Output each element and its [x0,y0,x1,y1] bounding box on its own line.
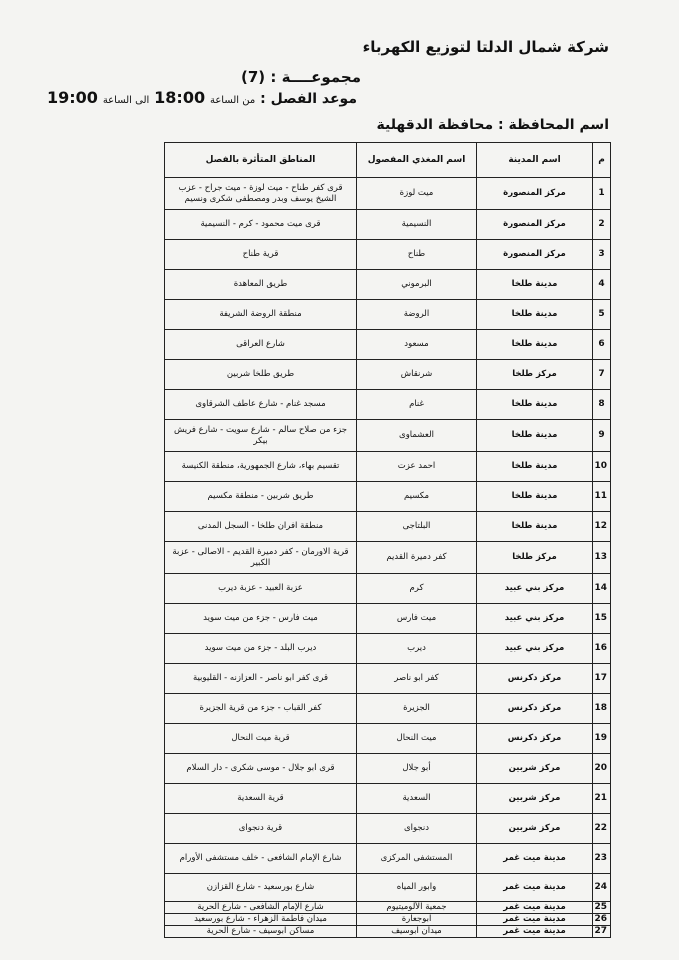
table-row [165,784,611,814]
areas-cell: قرية الاورمان - كفر دميرة القديم - الاصالى - عزبة الكبير [165,542,357,574]
from-time: 18:00 [154,88,206,107]
areas-cell: شارع الإمام الشافعى - شارع الحرية [165,902,357,914]
city-cell: مدينة طلخا [477,512,593,542]
table-row [165,634,611,664]
row-number: 25 [593,902,611,914]
table-row [165,178,611,210]
table-body [165,178,611,938]
table-row [165,360,611,390]
feeder-cell: كفر ابو ناصر [357,664,477,694]
table-row [165,240,611,270]
row-number: 7 [593,360,611,390]
table-header-row [165,143,611,178]
city-cell: مركز طلخا [477,542,593,574]
city-cell: مدينة ميت غمر [477,844,593,874]
from-label: من الساعة [209,95,256,106]
table-row [165,664,611,694]
feeder-cell: ميت فارس [357,604,477,634]
table-row [165,874,611,902]
city-cell: مركز دكرنس [477,664,593,694]
table-row [165,270,611,300]
table-row [165,542,611,574]
feeder-cell: البلتاجى [357,512,477,542]
table-row [165,420,611,452]
table-row [165,814,611,844]
feeder-cell: طناح [357,240,477,270]
row-number: 4 [593,270,611,300]
feeder-cell: غنام [357,390,477,420]
table-row [165,574,611,604]
feeder-cell: الجزيرة [357,694,477,724]
row-number: 10 [593,452,611,482]
feeder-cell: كفر دميرة القديم [357,542,477,574]
feeder-cell: احمد عزت [357,452,477,482]
row-number: 13 [593,542,611,574]
feeder-cell: ديرب [357,634,477,664]
table-row [165,390,611,420]
feeder-cell: مكسيم [357,482,477,512]
row-number: 12 [593,512,611,542]
row-number: 27 [593,926,611,938]
table-row [165,902,611,914]
city-cell: مدينة طلخا [477,300,593,330]
city-cell: مدينة طلخا [477,420,593,452]
areas-cell: قرية دنجواى [165,814,357,844]
column-header-number: م [593,143,611,178]
feeder-cell: شرنقاش [357,360,477,390]
areas-cell: طريق طلخا شربين [165,360,357,390]
city-cell: مدينة ميت غمر [477,926,593,938]
governorate-title: اسم المحافظة : محافظة الدقهلية [376,117,609,133]
outage-table [164,142,611,938]
areas-cell: مسجد غنام - شارع عاطف الشرقاوى [165,390,357,420]
feeder-cell: أبو جلال [357,754,477,784]
row-number: 15 [593,604,611,634]
feeder-cell: مسعود [357,330,477,360]
feeder-cell: كرم [357,574,477,604]
city-cell: مركز المنصورة [477,178,593,210]
feeder-cell: ميت النحال [357,724,477,754]
feeder-cell: البرموني [357,270,477,300]
row-number: 24 [593,874,611,902]
city-cell: مركز دكرنس [477,724,593,754]
table-row [165,482,611,512]
areas-cell: ميدان فاطمة الزهراء - شارع بورسعيد [165,914,357,926]
areas-cell: قرية السعدية [165,784,357,814]
row-number: 6 [593,330,611,360]
table-row [165,330,611,360]
row-number: 9 [593,420,611,452]
areas-cell: شارع بورسعيد - شارع القزازن [165,874,357,902]
table-row [165,914,611,926]
city-cell: مركز شربين [477,754,593,784]
column-header-areas: المناطق المتأثرة بالفصل [165,143,357,178]
city-cell: مركز المنصورة [477,210,593,240]
areas-cell: مساكن ابوسيف - شارع الحرية [165,926,357,938]
areas-cell: قرى ابو جلال - موسى شكرى - دار السلام [165,754,357,784]
row-number: 20 [593,754,611,784]
row-number: 17 [593,664,611,694]
areas-cell: جزء من صلاح سالم - شارع سويت - شارع فريش بيكر [165,420,357,452]
row-number: 2 [593,210,611,240]
row-number: 19 [593,724,611,754]
city-cell: مركز بني عبيد [477,574,593,604]
to-label: الى الساعة [102,95,150,106]
city-cell: مركز دكرنس [477,694,593,724]
row-number: 5 [593,300,611,330]
areas-cell: شارع الإمام الشافعى - خلف مستشفى الأورام [165,844,357,874]
areas-cell: كفر القباب - جزء من قرية الجزيرة [165,694,357,724]
feeder-cell: ميدان ابوسيف [357,926,477,938]
feeder-cell: وابور المياه [357,874,477,902]
row-number: 11 [593,482,611,512]
feeder-cell: دنجواى [357,814,477,844]
table-row [165,452,611,482]
row-number: 22 [593,814,611,844]
areas-cell: قرى ميت محمود - كرم - النسيمية [165,210,357,240]
areas-cell: قرية طناح [165,240,357,270]
column-header-city: اسم المدينة [477,143,593,178]
cutoff-schedule [47,88,357,107]
row-number: 16 [593,634,611,664]
city-cell: مدينة طلخا [477,270,593,300]
feeder-cell: السعدية [357,784,477,814]
row-number: 3 [593,240,611,270]
table-row [165,604,611,634]
city-cell: مركز المنصورة [477,240,593,270]
row-number: 26 [593,914,611,926]
city-cell: مدينة طلخا [477,482,593,512]
city-cell: مركز بني عبيد [477,604,593,634]
row-number: 23 [593,844,611,874]
feeder-cell: جمعية الألوميتيوم [357,902,477,914]
feeder-cell: ابوجعارة [357,914,477,926]
company-name: شركة شمال الدلتا لتوزيع الكهرباء [362,38,609,56]
feeder-cell: النسيمية [357,210,477,240]
areas-cell: قرى كفر ابو ناصر - العزازنه - القليوبية [165,664,357,694]
city-cell: مركز شربين [477,784,593,814]
table-row [165,300,611,330]
areas-cell: طريق شربين - منطقة مكسيم [165,482,357,512]
city-cell: مدينة ميت غمر [477,902,593,914]
areas-cell: شارع العراقى [165,330,357,360]
feeder-cell: العشماوى [357,420,477,452]
column-header-feeder: اسم المغذي المفصول [357,143,477,178]
row-number: 1 [593,178,611,210]
row-number: 18 [593,694,611,724]
areas-cell: عزبة العبيد - عزبة ديرب [165,574,357,604]
areas-cell: منطقة افران طلخا - السجل المدنى [165,512,357,542]
city-cell: مدينة طلخا [477,452,593,482]
table-row [165,512,611,542]
row-number: 8 [593,390,611,420]
table-row [165,210,611,240]
table-row [165,844,611,874]
areas-cell: تقسيم بهاء، شارع الجمهورية، منطقة الكنيسة [165,452,357,482]
feeder-cell: المستشفى المركزى [357,844,477,874]
areas-cell: ميت فارس - جزء من ميت سويد [165,604,357,634]
table-row [165,926,611,938]
areas-cell: قرى كفر طناح - ميت لوزة - ميت جراح - عزب الشيخ يوسف وبدر ومصطفى شكرى ونسيم [165,178,357,210]
city-cell: مدينة طلخا [477,390,593,420]
city-cell: مدينة طلخا [477,330,593,360]
city-cell: مركز شربين [477,814,593,844]
feeder-cell: ميت لوزة [357,178,477,210]
city-cell: مدينة ميت غمر [477,914,593,926]
areas-cell: منطقة الروضة الشريفة [165,300,357,330]
areas-cell: قرية ميت النحال [165,724,357,754]
city-cell: مدينة ميت غمر [477,874,593,902]
areas-cell: ديرب البلد - جزء من ميت سويد [165,634,357,664]
group-number: مجموعــــة : (7) [240,68,361,86]
row-number: 14 [593,574,611,604]
table-row [165,754,611,784]
table-row [165,724,611,754]
city-cell: مركز بني عبيد [477,634,593,664]
row-number: 21 [593,784,611,814]
feeder-cell: الروضة [357,300,477,330]
to-time: 19:00 [47,88,98,107]
city-cell: مركز طلخا [477,360,593,390]
schedule-label: موعد الفصل : [260,91,357,107]
areas-cell: طريق المعاهدة [165,270,357,300]
table-row [165,694,611,724]
